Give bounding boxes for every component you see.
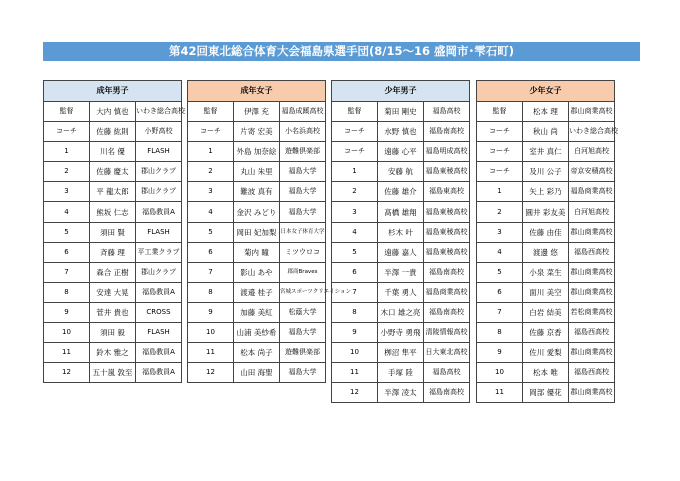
- name-cell: 小野寺 勇飛: [378, 323, 424, 343]
- affiliation-cell: 小野高校: [136, 122, 182, 142]
- role-cell: 1: [188, 142, 234, 162]
- role-cell: 3: [332, 202, 378, 222]
- team-header: 少年女子: [477, 81, 615, 102]
- affiliation-cell: 郡山商業高校: [569, 343, 615, 363]
- affiliation-cell: 福島明成高校: [424, 142, 470, 162]
- role-cell: 5: [188, 222, 234, 242]
- role-cell: 3: [477, 222, 523, 242]
- table-row: [332, 242, 470, 262]
- name-cell: 大内 慎也: [90, 102, 136, 122]
- name-cell: 松本 唯: [523, 363, 569, 383]
- name-cell: 木口 雄之亮: [378, 302, 424, 322]
- table-row: [188, 122, 326, 142]
- role-cell: 10: [188, 323, 234, 343]
- role-cell: コーチ: [188, 122, 234, 142]
- name-cell: 白岩 結美: [523, 302, 569, 322]
- affiliation-cell: 福島西高校: [569, 363, 615, 383]
- name-cell: 杉木 叶: [378, 222, 424, 242]
- role-cell: 9: [332, 323, 378, 343]
- name-cell: 栁沼 隼平: [378, 343, 424, 363]
- affiliation-cell: 福島商業高校: [569, 182, 615, 202]
- name-cell: 影山 あや: [234, 262, 280, 282]
- role-cell: 5: [44, 222, 90, 242]
- affiliation-cell: 白河旭高校: [569, 202, 615, 222]
- affiliation-cell: 若松商業高校: [569, 302, 615, 322]
- affiliation-cell: 郡山クラブ: [136, 182, 182, 202]
- table-row: [44, 323, 182, 343]
- role-cell: 4: [44, 202, 90, 222]
- name-cell: 森合 正樹: [90, 262, 136, 282]
- name-cell: 岡部 優花: [523, 383, 569, 403]
- name-cell: 金沢 みどり: [234, 202, 280, 222]
- role-cell: 8: [44, 282, 90, 302]
- affiliation-cell: 福島東稜高校: [424, 162, 470, 182]
- table-row: [188, 242, 326, 262]
- table-row: [477, 323, 615, 343]
- role-cell: 5: [332, 242, 378, 262]
- table-row: [477, 282, 615, 302]
- affiliation-cell: 日本女子体育大学: [280, 222, 326, 242]
- role-cell: 12: [44, 363, 90, 383]
- role-cell: コーチ: [332, 142, 378, 162]
- table-row: [477, 202, 615, 222]
- role-cell: 9: [477, 343, 523, 363]
- affiliation-cell: 郡山商業高校: [569, 222, 615, 242]
- table-row: [44, 343, 182, 363]
- name-cell: 斉藤 理: [90, 242, 136, 262]
- affiliation-cell: 福島高校: [424, 102, 470, 122]
- name-cell: 圓井 彩友美: [523, 202, 569, 222]
- role-cell: 4: [477, 242, 523, 262]
- role-cell: 11: [44, 343, 90, 363]
- name-cell: 菊田 剛史: [378, 102, 424, 122]
- affiliation-cell: 松蔭大学: [280, 302, 326, 322]
- role-cell: 監督: [188, 102, 234, 122]
- affiliation-cell: いわき総合高校: [136, 102, 182, 122]
- affiliation-cell: 郡山クラブ: [136, 162, 182, 182]
- name-cell: 佐川 愛梨: [523, 343, 569, 363]
- affiliation-cell: 福島大学: [280, 162, 326, 182]
- role-cell: 11: [188, 343, 234, 363]
- role-cell: 1: [332, 162, 378, 182]
- name-cell: 平 龍太郎: [90, 182, 136, 202]
- affiliation-cell: 郡山商業高校: [569, 262, 615, 282]
- role-cell: 8: [332, 302, 378, 322]
- role-cell: 監督: [332, 102, 378, 122]
- table-row: [44, 142, 182, 162]
- table-row: [188, 202, 326, 222]
- affiliation-cell: 福島商業高校: [424, 282, 470, 302]
- affiliation-cell: 福島大学: [280, 363, 326, 383]
- table-row: [188, 142, 326, 162]
- table-row: [477, 302, 615, 322]
- affiliation-cell: 福島大学: [280, 323, 326, 343]
- table-row: [44, 122, 182, 142]
- affiliation-cell: 福島大学: [280, 182, 326, 202]
- table-row: [188, 182, 326, 202]
- table-row: [44, 282, 182, 302]
- affiliation-cell: 福島東稜高校: [424, 202, 470, 222]
- affiliation-cell: 郡山商業高校: [569, 102, 615, 122]
- table-row: [332, 122, 470, 142]
- role-cell: 7: [188, 262, 234, 282]
- table-row: [188, 262, 326, 282]
- affiliation-cell: 帝京安積高校: [569, 162, 615, 182]
- table-row: [188, 343, 326, 363]
- name-cell: 半澤 一貴: [378, 262, 424, 282]
- affiliation-cell: 福島教員A: [136, 363, 182, 383]
- role-cell: 4: [332, 222, 378, 242]
- name-cell: 佐藤 雄介: [378, 182, 424, 202]
- role-cell: 監督: [477, 102, 523, 122]
- role-cell: コーチ: [332, 122, 378, 142]
- role-cell: 6: [188, 242, 234, 262]
- name-cell: 岡田 妃加梨: [234, 222, 280, 242]
- table-row: [44, 162, 182, 182]
- name-cell: 髙橋 雄翔: [378, 202, 424, 222]
- affiliation-cell: 郡山商業高校: [569, 383, 615, 403]
- table-row: [44, 182, 182, 202]
- table-row: [332, 182, 470, 202]
- team-table-youth-women: [476, 80, 618, 403]
- table-row: [44, 102, 182, 122]
- name-cell: 半澤 凌太: [378, 383, 424, 403]
- name-cell: 及川 公子: [523, 162, 569, 182]
- role-cell: 6: [44, 242, 90, 262]
- table-row: [477, 102, 615, 122]
- role-cell: 6: [332, 262, 378, 282]
- affiliation-cell: 宮城スポーツクリエイション: [280, 282, 326, 302]
- table-row: [332, 162, 470, 182]
- name-cell: 手塚 陸: [378, 363, 424, 383]
- role-cell: 3: [44, 182, 90, 202]
- table-row: [332, 343, 470, 363]
- name-cell: 五十嵐 敦至: [90, 363, 136, 383]
- name-cell: 佐藤 慶太: [90, 162, 136, 182]
- role-cell: コーチ: [477, 122, 523, 142]
- name-cell: 丸山 朱里: [234, 162, 280, 182]
- role-cell: 10: [332, 343, 378, 363]
- table-row: [44, 363, 182, 383]
- affiliation-cell: 平工業クラブ: [136, 242, 182, 262]
- role-cell: 2: [44, 162, 90, 182]
- role-cell: 1: [44, 142, 90, 162]
- role-cell: 7: [332, 282, 378, 302]
- role-cell: コーチ: [477, 142, 523, 162]
- affiliation-cell: 福島教員A: [136, 282, 182, 302]
- table-row: [332, 202, 470, 222]
- name-cell: 山浦 美紗希: [234, 323, 280, 343]
- name-cell: 水野 慎也: [378, 122, 424, 142]
- table-row: [477, 262, 615, 282]
- name-cell: 菅井 貴也: [90, 302, 136, 322]
- name-cell: 佐藤 紘則: [90, 122, 136, 142]
- role-cell: 2: [477, 202, 523, 222]
- name-cell: 松本 理: [523, 102, 569, 122]
- table-row: [188, 282, 326, 302]
- affiliation-cell: 福島大学: [280, 202, 326, 222]
- name-cell: 千葉 勇人: [378, 282, 424, 302]
- affiliation-cell: 福島南高校: [424, 302, 470, 322]
- table-row: [44, 262, 182, 282]
- team-header: 成年男子: [44, 81, 182, 102]
- name-cell: 川名 優: [90, 142, 136, 162]
- role-cell: 8: [477, 323, 523, 343]
- role-cell: コーチ: [477, 162, 523, 182]
- name-cell: 片寄 宏美: [234, 122, 280, 142]
- affiliation-cell: 福島高校: [424, 363, 470, 383]
- table-row: [44, 222, 182, 242]
- name-cell: 秋山 尚: [523, 122, 569, 142]
- table-row: [332, 102, 470, 122]
- table-row: [477, 142, 615, 162]
- team-table-adult-men: [43, 80, 185, 383]
- name-cell: 鈴木 雅之: [90, 343, 136, 363]
- table-row: [477, 363, 615, 383]
- table-row: [44, 302, 182, 322]
- table-row: [477, 383, 615, 403]
- name-cell: 外島 加奈絵: [234, 142, 280, 162]
- name-cell: 加藤 美紅: [234, 302, 280, 322]
- name-cell: 須田 毅: [90, 323, 136, 343]
- affiliation-cell: 遊難倶楽部: [280, 343, 326, 363]
- name-cell: 室井 真仁: [523, 142, 569, 162]
- table-row: [332, 363, 470, 383]
- table-row: [188, 162, 326, 182]
- role-cell: 7: [44, 262, 90, 282]
- affiliation-cell: 福島東稜高校: [424, 222, 470, 242]
- name-cell: 松本 尚子: [234, 343, 280, 363]
- affiliation-cell: FLASH: [136, 222, 182, 242]
- team-table-adult-women: [187, 80, 352, 383]
- affiliation-cell: いわき総合高校: [569, 122, 615, 142]
- name-cell: 矢上 彩乃: [523, 182, 569, 202]
- role-cell: 12: [332, 383, 378, 403]
- name-cell: 菊内 瞳: [234, 242, 280, 262]
- name-cell: 面川 美空: [523, 282, 569, 302]
- affiliation-cell: 郡商Braves: [280, 262, 326, 282]
- team-table-youth-men: [331, 80, 470, 403]
- table-row: [44, 242, 182, 262]
- affiliation-cell: 遊難倶楽部: [280, 142, 326, 162]
- affiliation-cell: 福島東高校: [424, 182, 470, 202]
- table-row: [477, 222, 615, 242]
- role-cell: 7: [477, 302, 523, 322]
- affiliation-cell: 白河旭高校: [569, 142, 615, 162]
- role-cell: 3: [188, 182, 234, 202]
- table-row: [332, 222, 470, 242]
- name-cell: 安達 大晃: [90, 282, 136, 302]
- name-cell: 難波 真有: [234, 182, 280, 202]
- affiliation-cell: 郡山クラブ: [136, 262, 182, 282]
- name-cell: 佐藤 由佳: [523, 222, 569, 242]
- affiliation-cell: 福島教員A: [136, 202, 182, 222]
- table-row: [188, 323, 326, 343]
- affiliation-cell: 日大東北高校: [424, 343, 470, 363]
- table-row: [44, 202, 182, 222]
- affiliation-cell: 小名浜高校: [280, 122, 326, 142]
- affiliation-cell: FLASH: [136, 142, 182, 162]
- affiliation-cell: 福島南高校: [424, 122, 470, 142]
- role-cell: 2: [332, 182, 378, 202]
- name-cell: 須田 賢: [90, 222, 136, 242]
- name-cell: 山田 海聖: [234, 363, 280, 383]
- name-cell: 熊坂 仁志: [90, 202, 136, 222]
- affiliation-cell: FLASH: [136, 323, 182, 343]
- affiliation-cell: 福島東稜高校: [424, 242, 470, 262]
- role-cell: 5: [477, 262, 523, 282]
- role-cell: 9: [44, 302, 90, 322]
- role-cell: 4: [188, 202, 234, 222]
- role-cell: 6: [477, 282, 523, 302]
- name-cell: 伊澤 充: [234, 102, 280, 122]
- role-cell: 8: [188, 282, 234, 302]
- table-row: [332, 302, 470, 322]
- table-row: [332, 383, 470, 403]
- role-cell: 11: [477, 383, 523, 403]
- table-row: [332, 262, 470, 282]
- name-cell: 渡邉 桂子: [234, 282, 280, 302]
- affiliation-cell: 福島南高校: [424, 262, 470, 282]
- page-title: 第42回東北総合体育大会福島県選手団(8/15～16 盛岡市･雫石町): [43, 42, 640, 61]
- role-cell: 監督: [44, 102, 90, 122]
- affiliation-cell: ミツウロコ: [280, 242, 326, 262]
- table-row: [332, 282, 470, 302]
- name-cell: 遠藤 嘉人: [378, 242, 424, 262]
- role-cell: 10: [477, 363, 523, 383]
- role-cell: コーチ: [44, 122, 90, 142]
- table-row: [477, 182, 615, 202]
- affiliation-cell: 福島西高校: [569, 323, 615, 343]
- table-row: [477, 343, 615, 363]
- role-cell: 12: [188, 363, 234, 383]
- affiliation-cell: CROSS: [136, 302, 182, 322]
- table-row: [477, 162, 615, 182]
- table-row: [188, 102, 326, 122]
- affiliation-cell: 清陵情報高校: [424, 323, 470, 343]
- table-row: [332, 142, 470, 162]
- role-cell: 1: [477, 182, 523, 202]
- role-cell: 9: [188, 302, 234, 322]
- table-row: [188, 222, 326, 242]
- role-cell: 2: [188, 162, 234, 182]
- name-cell: 安藤 航: [378, 162, 424, 182]
- affiliation-cell: 福島成蹊高校: [280, 102, 326, 122]
- role-cell: 10: [44, 323, 90, 343]
- name-cell: 小泉 菜生: [523, 262, 569, 282]
- affiliation-cell: 郡山商業高校: [569, 282, 615, 302]
- team-header: 成年女子: [188, 81, 326, 102]
- table-row: [332, 323, 470, 343]
- table-row: [477, 122, 615, 142]
- team-header: 少年男子: [332, 81, 470, 102]
- table-row: [477, 242, 615, 262]
- name-cell: 渡邊 悠: [523, 242, 569, 262]
- affiliation-cell: 福島西高校: [569, 242, 615, 262]
- role-cell: 11: [332, 363, 378, 383]
- table-row: [188, 302, 326, 322]
- name-cell: 佐藤 京香: [523, 323, 569, 343]
- affiliation-cell: 福島南高校: [424, 383, 470, 403]
- table-row: [188, 363, 326, 383]
- affiliation-cell: 福島教員A: [136, 343, 182, 363]
- name-cell: 遠藤 心平: [378, 142, 424, 162]
